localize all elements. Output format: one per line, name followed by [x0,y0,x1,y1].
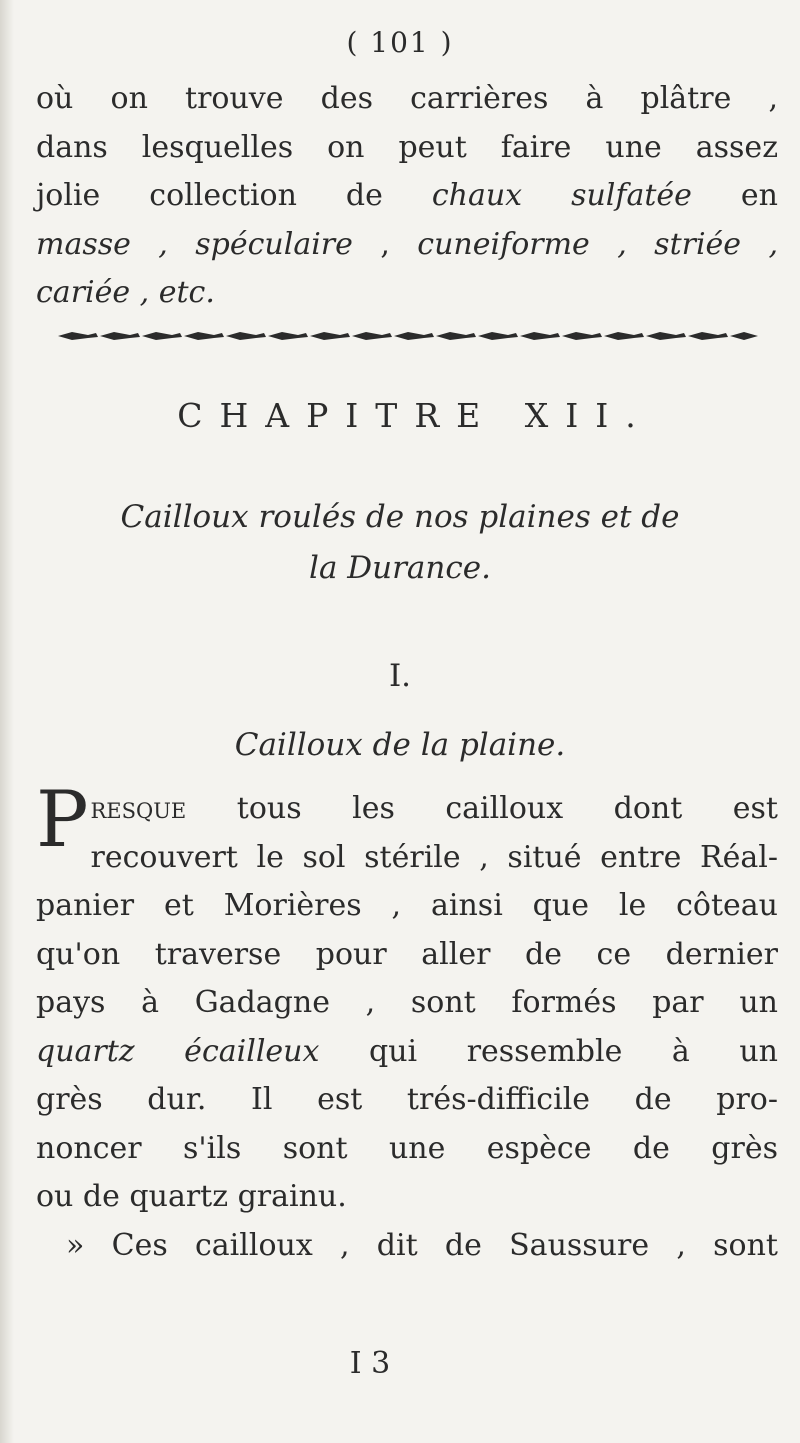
body-paragraph [36,775,779,1270]
text-line: recouvert le sol stérile , situé entre Réal- [90,839,778,875]
text-line: masse , spéculaire , cuneiforme , striée , [36,226,779,262]
section-title: Cailloux de la plaine. [234,727,566,763]
text-line: où on trouve des carrières à plâtre , [36,81,778,116]
text-line: panier et Morières , ainsi que le côteau [36,888,778,923]
chapter-subtitle-line: la Durance. [309,550,491,586]
text-line: cariée , etc. [36,275,215,310]
chapter-subtitle-line: Cailloux roulés de nos plaines et de [120,499,680,535]
chapter-subtitle [0,492,800,594]
text-line: grès dur. Il est trés-difficile de pro- [36,1082,778,1117]
section-number: I. [388,658,412,694]
text-line: ou de quartz grainu. [36,1179,347,1214]
text-line: qu'on traverse pour aller de ce dernier [36,936,778,972]
text-line: noncer s'ils sont une espèce de grès [36,1130,778,1166]
text-line: » Ces cailloux , dit de Saussure , sont [66,1227,778,1263]
chapter-title: CHAPITRE XII. [177,396,653,435]
drop-cap: P [36,775,89,865]
page-gutter-shadow [0,0,14,1443]
text-line: resque tous les cailloux dont est [90,791,778,826]
text-line: jolie collection de chaux sulfatée en [36,178,778,213]
continuation-paragraph [36,75,778,318]
signature-mark: I 3 [349,1346,391,1381]
text-line: pays à Gadagne , sont formés par un [36,985,778,1020]
text-line: quartz écailleux qui ressemble à un [36,1033,779,1069]
decorative-rule-ornament [58,330,758,342]
page-number-header: ( 101 ) [346,26,454,59]
text-line: dans lesquelles on peut faire une assez [36,129,778,165]
